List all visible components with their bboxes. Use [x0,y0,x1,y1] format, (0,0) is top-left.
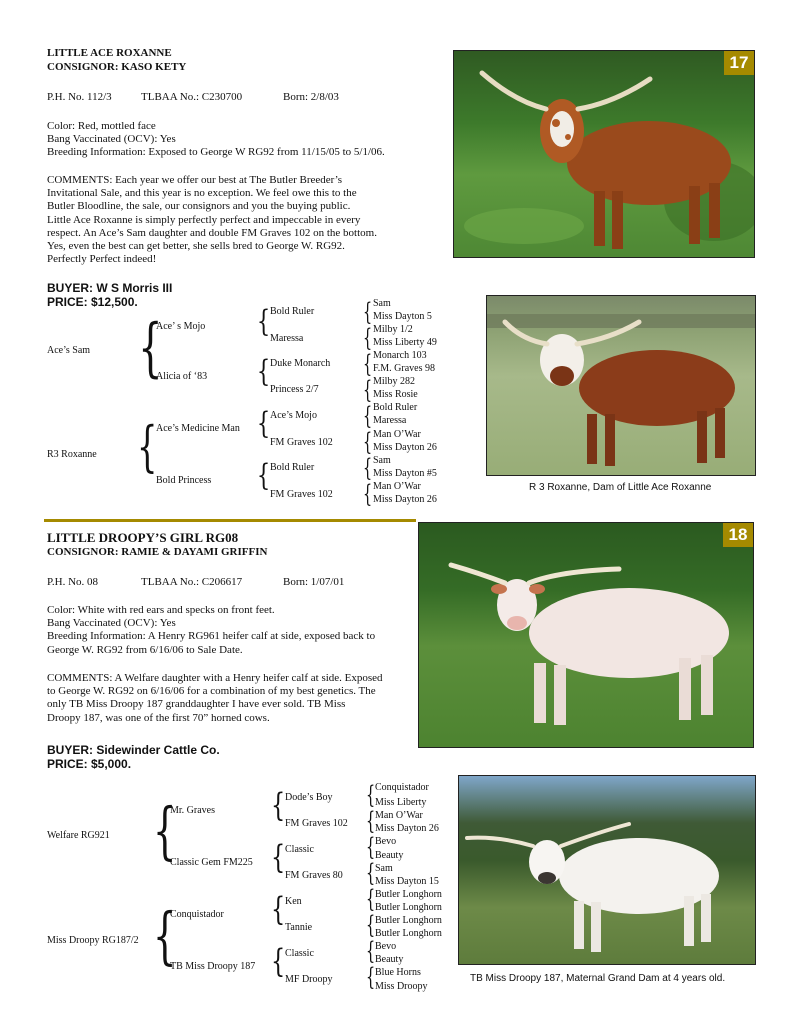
pedigree-g4: Sam [373,298,391,309]
lot17-color: Color: Red, mottled face [47,120,156,132]
brace: { [152,794,177,867]
pedigree-g2: TB Miss Droopy 187 [170,961,256,972]
brace: { [256,354,271,389]
pedigree-g4: Conquistador [375,782,429,793]
pedigree-g4: Miss Dayton 26 [375,823,439,834]
lot18-price: PRICE: $5,000. [47,757,132,771]
pedigree-g4: F.M. Graves 98 [373,363,435,374]
lot17-caption: R 3 Roxanne, Dam of Little Ace Roxanne [529,482,712,493]
lot17-tlbaa-no: TLBAA No.: C230700 [141,91,243,103]
comment-line: respect. An Ace’s Sam daughter and double FM Graves 102 on the bottom. [47,226,377,239]
comment-line: Droopy 187, was one of the first 70” horned cows. [47,711,270,724]
brace: { [256,304,271,339]
lot18-details [47,604,412,657]
pedigree-g4: Sam [375,863,393,874]
brace: { [136,415,158,478]
pedigree-g4: Milby 282 [373,376,415,387]
lot18-breeding: Breeding Information: A Henry RG961 heifer calf at side, exposed back to [47,630,376,643]
lot18-color: Color: White with red ears and specks on front feet. [47,604,275,616]
lot17-dam-photo [486,295,756,476]
brace: { [271,786,286,824]
brace: { [363,480,373,508]
lot17-badge: 17 [724,51,754,75]
pedigree-g4: Miss Liberty 49 [373,337,437,348]
brace: { [363,298,373,326]
brace: { [363,324,373,352]
brace: { [363,428,373,456]
brace: { [363,376,373,404]
pedigree-g4: Bold Ruler [373,402,418,413]
lot18-consignor: CONSIGNOR: RAMIE & DAYAMI GRIFFIN [47,546,268,558]
pedigree-g4: Butler Longhorn [375,928,442,939]
lot17-ph-no: P.H. No. 112/3 [47,91,112,103]
section-divider [44,519,416,522]
lot18-photo [418,522,754,748]
pedigree-g3: FM Graves 102 [285,818,348,829]
pedigree-g2: Ace’ s Mojo [156,321,206,332]
lot18-tlbaa-no: TLBAA No.: C206617 [141,576,243,588]
comment-line: Perfectly Perfect indeed! [47,253,157,266]
lot18-buyer: BUYER: Sidewinder Cattle Co. [47,743,220,757]
longhorn-cow-photo [419,523,753,747]
brace: { [366,781,376,809]
comment-line: COMMENTS: Each year we offer our best at The Butler Breeder’s [47,174,343,186]
lot18-granddam-photo [458,775,756,965]
pedigree-g3: Ken [285,896,302,907]
pedigree-g4: Milby 1/2 [373,324,413,335]
pedigree-g4: Blue Horns [375,967,421,978]
pedigree-g4: Sam [373,455,391,466]
pedigree-g3: Duke Monarch [270,358,331,369]
pedigree-g2: Alicia of ‘83 [156,371,208,382]
pedigree-dam: Miss Droopy RG187/2 [47,935,139,946]
lot18-born: Born: 1/07/01 [283,576,345,588]
pedigree-g4: Bevo [375,836,397,847]
pedigree-g4: Miss Dayton 5 [373,311,432,322]
brace: { [366,937,376,965]
pedigree-g2: Ace’s Medicine Man [156,423,240,434]
brace: { [366,911,376,939]
comment-line: Butler Bloodline, the sale, our consignors and you the buying public. [47,200,351,213]
pedigree-g3: Classic [285,948,314,959]
lot18-caption: TB Miss Droopy 187, Maternal Grand Dam at 4 years old. [470,973,726,984]
pedigree-g3: Classic [285,844,314,855]
pedigree-g4: Butler Longhorn [375,915,442,926]
pedigree-g4: Man O’War [375,810,423,821]
pedigree-g4: Miss Liberty [375,797,427,808]
comment-line: Little Ace Roxanne is simply perfectly perfect and impeccable in every [47,213,361,226]
comment-line: only TB Miss Droopy 187 granddaughter I have ever sold. TB Miss [47,698,346,711]
brace: { [271,890,286,928]
brace: { [366,963,376,991]
lot18-ph-no: P.H. No. 08 [47,576,99,588]
pedigree-g3: Dode’s Boy [285,792,333,803]
lot17-born: Born: 2/8/03 [283,91,339,103]
pedigree-g4: Beauty [375,850,404,861]
lot17-photo [453,50,755,258]
pedigree-g4: Miss Droopy [375,981,428,992]
brace: { [366,885,376,913]
pedigree-g4: Man O’War [373,429,421,440]
lot17-price: PRICE: $12,500. [47,295,138,309]
lot18-bang: Bang Vaccinated (OCV): Yes [47,617,176,630]
longhorn-cow-photo [454,51,754,257]
pedigree-g4: Miss Dayton 26 [373,494,437,505]
pedigree-g3: Maressa [270,333,304,344]
pedigree-g3: Ace’s Mojo [270,410,317,421]
pedigree-g3: FM Graves 80 [285,870,343,881]
brace: { [366,833,376,861]
pedigree-g2: Conquistador [170,909,224,920]
pedigree-g2: Mr. Graves [170,805,215,816]
pedigree-g3: Tannie [285,922,313,933]
lot17-bang: Bang Vaccinated (OCV): Yes [47,133,176,146]
longhorn-cow-photo [487,296,755,475]
lot17-details [47,120,442,160]
lot18-name: LITTLE DROOPY’S GIRL RG08 [47,530,239,545]
longhorn-cow-photo [459,776,755,964]
lot17-buyer: BUYER: W S Morris III [47,281,173,295]
pedigree-g4: Bevo [375,941,397,952]
pedigree-sire: Welfare RG921 [47,830,110,841]
lot17-consignor: CONSIGNOR: KASO KETY [47,61,187,73]
comment-line: COMMENTS: A Welfare daughter with a Henry heifer calf at side. Exposed [47,672,383,684]
pedigree-g4: Miss Dayton #5 [373,468,437,479]
brace: { [256,406,271,441]
brace: { [363,350,373,378]
pedigree-g3: Princess 2/7 [270,384,319,395]
lot17-comments [47,174,442,266]
brace: { [271,838,286,876]
brace: { [366,807,376,835]
pedigree-g4: Man O’War [373,481,421,492]
brace: { [363,454,373,482]
lot17-breeding: Breeding Information: Exposed to George W RG92 from 11/15/05 to 5/1/06. [47,146,385,159]
pedigree-g3: Bold Ruler [270,462,315,473]
brace: { [271,942,286,980]
pedigree-dam: R3 Roxanne [47,449,97,460]
lot18-comments [47,672,412,725]
brace: { [138,311,163,385]
brace: { [256,458,271,493]
pedigree-g3: Bold Ruler [270,306,315,317]
pedigree-g4: Maressa [373,415,407,426]
pedigree-g4: Butler Longhorn [375,889,442,900]
pedigree-g4: Miss Rosie [373,389,418,400]
lot18-breeding: George W. RG92 from 6/16/06 to Sale Date. [47,643,243,656]
comment-line: Yes, even the best can get better, she sells bred to George W. RG92. [47,240,345,253]
brace: { [152,899,177,972]
pedigree-g2: Classic Gem FM225 [170,857,253,868]
pedigree-g4: Beauty [375,954,404,965]
pedigree-g4: Monarch 103 [373,350,427,361]
pedigree-g4: Butler Longhorn [375,902,442,913]
pedigree-g3: FM Graves 102 [270,489,333,500]
pedigree-g2: Bold Princess [156,475,212,486]
lot17-name: LITTLE ACE ROXANNE [47,47,172,59]
brace: { [363,402,373,430]
pedigree-g4: Miss Dayton 26 [373,442,437,453]
lot18-badge: 18 [723,523,753,547]
pedigree-g3: MF Droopy [285,974,333,985]
pedigree-g4: Miss Dayton 15 [375,876,439,887]
comment-line: Invitational Sale, and this year is no exception. We feel owe this to the [47,187,357,200]
comment-line: to George W. RG92 on 6/16/06 for a combination of my best genetics. The [47,685,376,698]
brace: { [366,859,376,887]
pedigree-g3: FM Graves 102 [270,437,333,448]
pedigree-sire: Ace’s Sam [47,345,91,356]
